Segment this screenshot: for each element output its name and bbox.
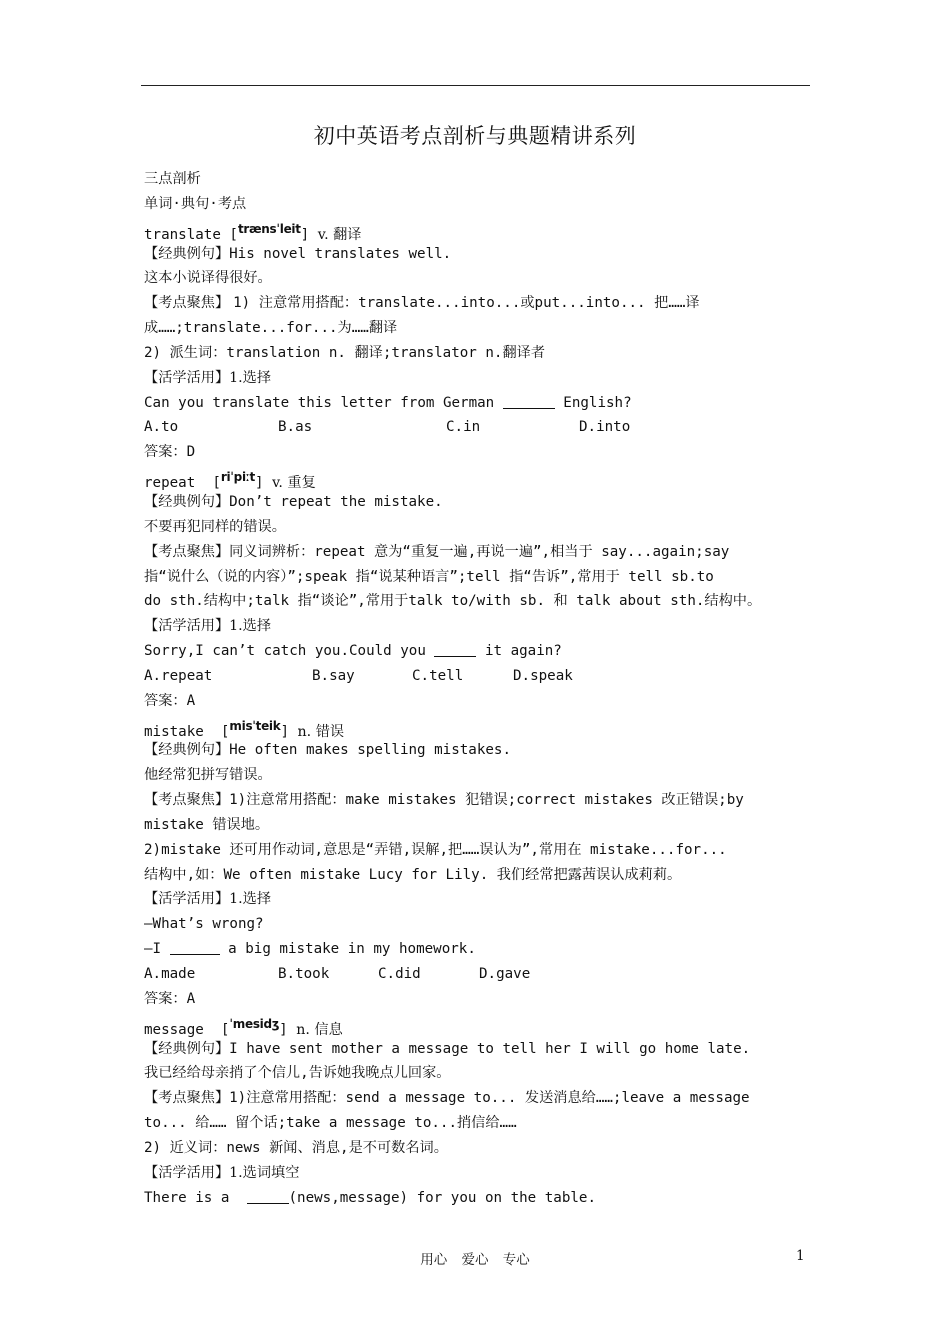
focus-label: 【考点聚焦】: [144, 1090, 230, 1107]
focus-line: mistake 错误地。: [144, 816, 270, 833]
headword: translate: [144, 226, 221, 243]
example-sentence: His novel translates well.: [229, 245, 452, 262]
question: —I a big mistake in my homework.: [144, 941, 476, 958]
definition: v. 翻译: [317, 226, 362, 243]
question: Can you translate this letter from German English?: [144, 394, 632, 411]
example-translation: 这本小说译得很好。: [144, 270, 272, 287]
option-b: B.took: [278, 966, 330, 982]
dialog-question: —What’s wrong?: [144, 916, 264, 933]
phonetic: misˈteik: [229, 718, 281, 733]
option-c: C.did: [378, 966, 421, 982]
option-b: B.say: [312, 667, 355, 684]
headword: message: [144, 1021, 204, 1038]
practice-label: 【活学活用】: [144, 1164, 230, 1181]
practice-type: 1.选择: [229, 891, 272, 908]
answer-value: A: [186, 990, 196, 1007]
focus-line: do sth.结构中;talk 指“谈论”,常用于talk to/with sb. 和 talk about sth.结构中。: [144, 593, 762, 610]
page-title: 初中英语考点剖析与典题精讲系列: [313, 124, 637, 148]
answer-label: 答案：: [144, 444, 187, 461]
example-label: 【经典例句】: [144, 742, 230, 759]
example-sentence: He often makes spelling mistakes.: [229, 742, 512, 759]
example-sentence: I have sent mother a message to tell her I will go home late.: [229, 1040, 751, 1057]
question: Sorry,I can’t catch you.Could you it again?: [144, 643, 562, 660]
word-entry-translate: translate [$^{trænsˈleit}$] v. 翻译: [144, 221, 362, 243]
focus-line: 指“说什么（说的内容）”;speak 指“说某种语言”;tell 指“告诉”,常用于 tell sb.to: [144, 568, 714, 585]
options-row: [144, 415, 808, 440]
answer-blank: [503, 394, 555, 409]
answer-label: 答案：: [144, 692, 187, 709]
focus-line: 2) 派生词：translation n. 翻译;translator n.翻译者: [144, 344, 546, 361]
definition: n. 信息: [296, 1021, 343, 1038]
focus-line: to... 给…… 留个话;take a message to...捎信给……: [144, 1115, 517, 1132]
section-heading: 三点剖析: [144, 171, 201, 187]
definition: n. 错误: [297, 723, 345, 740]
answer-label: 答案：: [144, 990, 187, 1007]
example-label: 【经典例句】: [144, 493, 230, 510]
phonetic: ˈmesidʒ: [229, 1016, 280, 1031]
word-entry-repeat: repeat [$^{riˈpiːt}$] v. 重复: [144, 470, 316, 492]
practice-type: 1.选择: [229, 618, 272, 635]
focus-line: 2) 近义词：news 新闻、消息,是不可数名词。: [144, 1139, 448, 1156]
page-number: 1: [796, 1248, 805, 1264]
answer-value: D: [186, 444, 196, 461]
option-b: B.as: [278, 419, 313, 436]
option-a: A.repeat: [144, 667, 213, 684]
answer-blank: [434, 642, 476, 657]
document-body: [144, 167, 808, 1210]
options-row: [144, 962, 808, 987]
practice-type: 1.选择: [229, 369, 272, 386]
focus-label: 【考点聚焦】: [144, 792, 230, 809]
example-sentence: Don’t repeat the mistake.: [229, 493, 443, 510]
example-translation: 不要再犯同样的错误。: [144, 518, 286, 535]
focus-line: 【考点聚焦】 1) 注意常用搭配：translate...into...或put...into... 把……译: [144, 295, 700, 312]
definition: v. 重复: [272, 475, 316, 492]
header-rule: [141, 85, 810, 86]
option-d: D.speak: [513, 667, 573, 684]
options-row: [144, 664, 808, 689]
focus-line: 结构中,如：We often mistake Lucy for Lily. 我们经常把露茜误认成莉莉。: [144, 866, 682, 883]
focus-label: 【考点聚焦】: [144, 543, 230, 560]
focus-line: 2)mistake 还可用作动词,意思是“弄错,误解,把……误认为”,常用在 mistake...for...: [144, 841, 727, 858]
answer-value: A: [186, 692, 196, 709]
focus-line: 1)注意常用搭配：make mistakes 犯错误;correct mistakes 改正错误;by: [229, 792, 744, 809]
question: There is a (news,message) for you on the table.: [144, 1189, 597, 1206]
practice-type: 1.选词填空: [229, 1164, 300, 1181]
option-a: A.to: [144, 419, 179, 436]
example-translation: 我已经给母亲捎了个信儿,告诉她我晚点儿回家。: [144, 1065, 451, 1082]
option-c: C.in: [446, 419, 481, 436]
example-translation: 他经常犯拼写错误。: [144, 767, 272, 784]
subsection-heading: 单词·典句·考点: [144, 195, 247, 212]
focus-line: 同义词辨析：repeat 意为“重复一遍,再说一遍”,相当于 say...again;say: [229, 543, 730, 560]
phonetic: riˈpiːt: [220, 470, 255, 485]
headword: repeat: [144, 475, 196, 492]
word-entry-mistake: mistake [$^{misˈteik}$] n. 错误: [144, 718, 345, 740]
headword: mistake: [144, 723, 204, 740]
answer-blank: [247, 1189, 289, 1204]
example-label: 【经典例句】: [144, 1040, 230, 1057]
focus-line: 成……;translate...for...为……翻译: [144, 320, 398, 337]
phonetic: trænsˈleit: [237, 221, 301, 236]
practice-label: 【活学活用】: [144, 618, 230, 635]
page-footer: 用心 爱心 专心: [420, 1252, 530, 1268]
option-d: D.into: [579, 419, 631, 436]
focus-line: 1)注意常用搭配：send a message to... 发送消息给……;leave a message: [229, 1090, 750, 1107]
example-label: 【经典例句】: [144, 245, 230, 262]
answer-blank: [170, 940, 220, 955]
option-c: C.tell: [412, 667, 464, 684]
practice-label: 【活学活用】: [144, 891, 230, 908]
word-entry-message: message [$^{ˈmesidʒ}$] n. 信息: [144, 1016, 343, 1038]
practice-label: 【活学活用】: [144, 369, 230, 386]
option-a: A.made: [144, 966, 196, 982]
option-d: D.gave: [479, 966, 531, 982]
